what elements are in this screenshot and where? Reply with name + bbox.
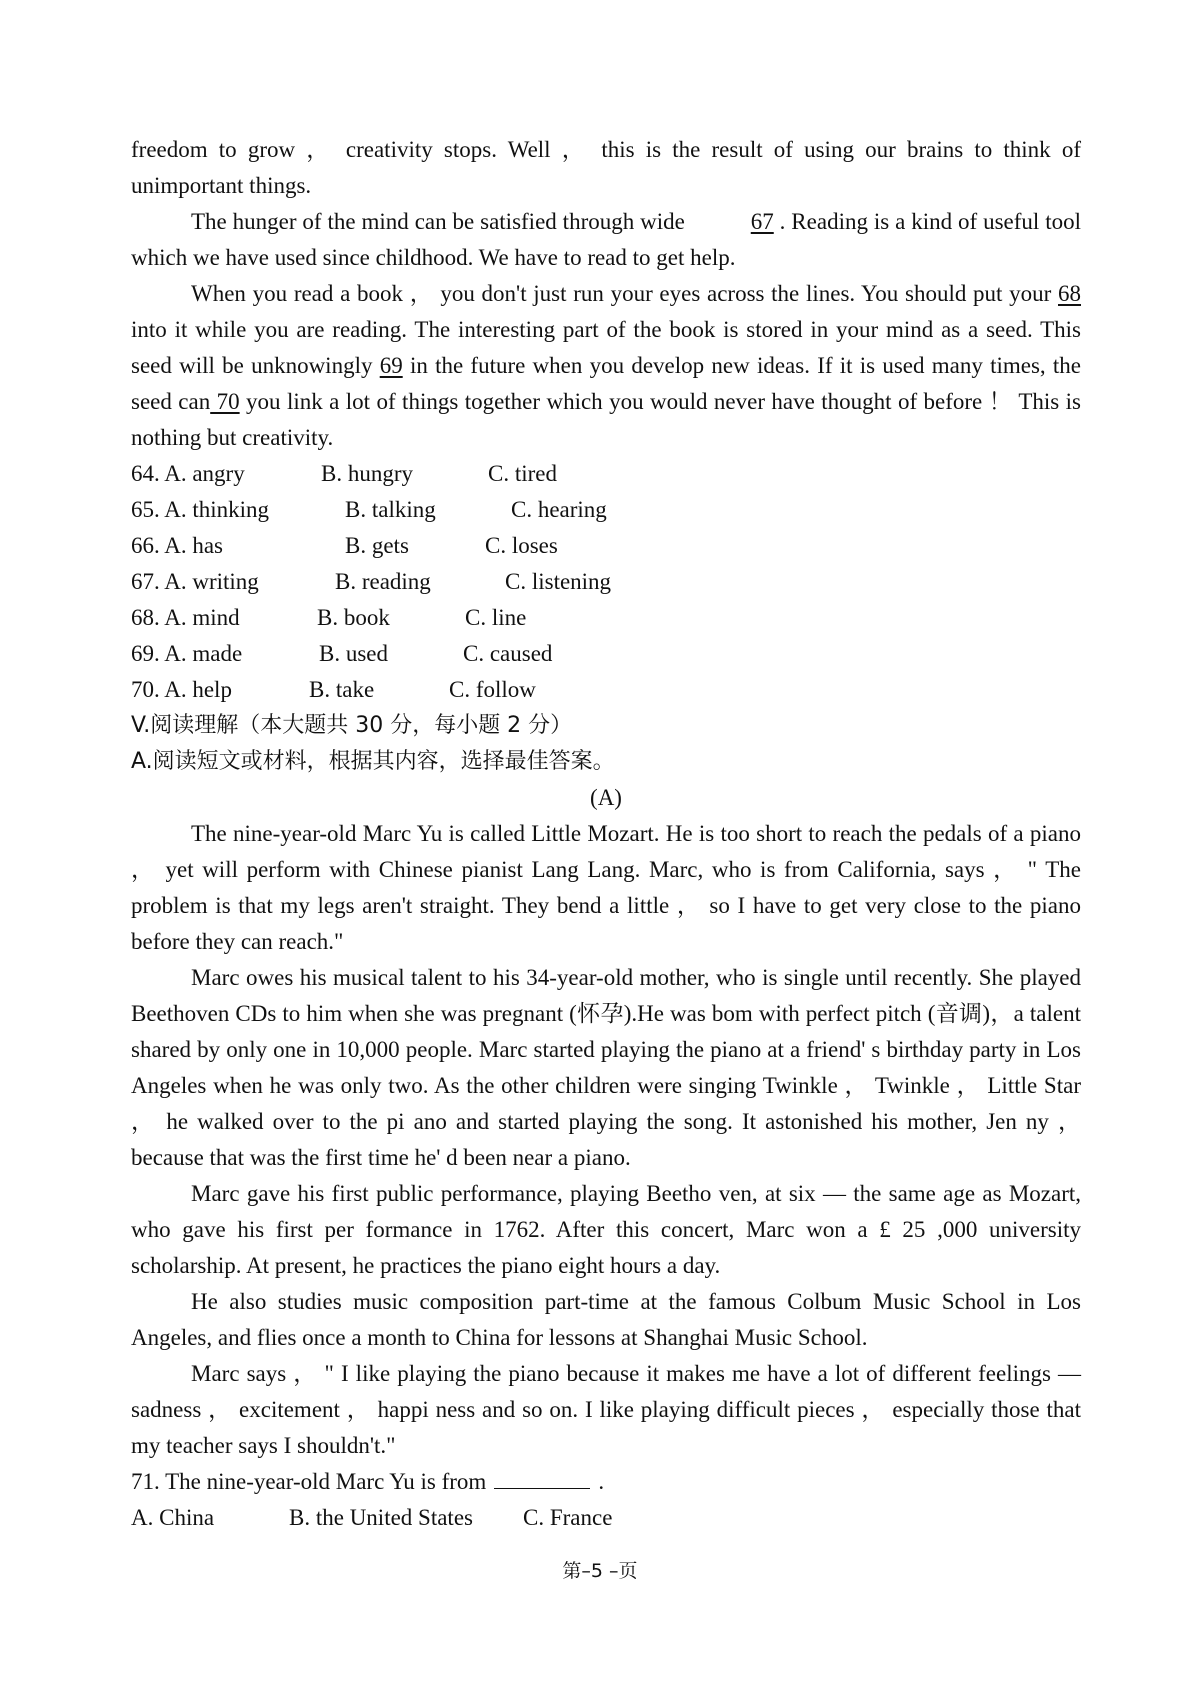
option-b: B. book <box>317 605 390 630</box>
option-a: 68. A. mind <box>131 605 240 630</box>
page-number-footer: 第–5 –页 <box>562 1560 638 1582</box>
passage-paragraph <box>131 204 1081 276</box>
passage-a-paragraph-5: Marc says ， " I like playing the piano because it makes me have a lot of different feelings — sadness ， excitement ， happi ness and so on. I like playing difficult pieces ， especially those that my teacher says I shouldn't." <box>131 1361 1081 1458</box>
section-instruction: A.阅读短文或材料，根据其内容，选择最佳答案。 <box>131 749 615 774</box>
option-a: 70. A. help <box>131 677 232 702</box>
text-run: into it while you are reading. The interesting part of the book is stored in your mind as a seed. This seed will be unknowingly <box>131 317 1081 378</box>
option-c: C. line <box>465 605 527 630</box>
question-text: 71. The nine-year-old Marc Yu is from <box>131 1469 487 1494</box>
option-b: B. gets <box>345 533 409 558</box>
question-71-options <box>131 1500 1081 1536</box>
option-b: B. take <box>309 677 375 702</box>
option-c: C. tired <box>488 461 557 486</box>
option-row-65 <box>131 492 1081 528</box>
section-heading: V.阅读理解（本大题共 30 分，每小题 2 分） <box>131 713 573 738</box>
option-row-70 <box>131 672 1081 708</box>
text-run: . Reading is a kind of useful tool which we have used since childhood. We have to read to get help. <box>131 209 1081 270</box>
options-list <box>131 456 1081 708</box>
option-b: B. used <box>319 641 388 666</box>
option-row-64 <box>131 456 1081 492</box>
text-run: you link a lot of things together which you would never have thought of before ！ This is nothing but creativity. <box>131 389 1081 450</box>
passage-a-paragraph-2: Marc owes his musical talent to his 34-year-old mother, who is single until recently. She played Beethoven CDs to him when she was pregnant (怀孕).He was bom with perfect pitch (音调)，a talent shared by only one in 10,000 people. Marc started playing the piano at a friend' s birthday party in Los Angeles when he was only two. As the other children were singing Twinkle ， Twinkle ， Little Star ， he walked over to the pi ano and started playing the song. It astonished his mother, Jen ny ， because that was the first time he' d been near a piano. <box>131 965 1081 1170</box>
option-a: 66. A. has <box>131 533 223 558</box>
passage-a-paragraph-3: Marc gave his first public performance, playing Beetho ven, at six — the same age as Mozart, who gave his first per formance in 1762. After this concert, Marc won a £ 25 ,000 university scholarship. At present, he practices the piano eight hours a day. <box>131 1181 1081 1278</box>
option-a: 69. A. made <box>131 641 243 666</box>
blank-67: 67 <box>750 209 774 234</box>
option-c: C. listening <box>505 569 612 594</box>
question-end: . <box>598 1469 605 1494</box>
option-row-66 <box>131 528 1081 564</box>
option-b: B. the United States <box>289 1505 473 1530</box>
question-71-stem <box>131 1464 1081 1500</box>
blank-69: 69 <box>379 353 403 378</box>
blank-68: 68 <box>1058 281 1081 306</box>
passage-end-line: freedom to grow ， creativity stops. Well ， this is the result of using our brains to think of unimportant things. <box>131 137 1081 198</box>
text-run: The hunger of the mind can be satisfied through wide <box>191 209 691 234</box>
option-c: C. loses <box>485 533 558 558</box>
text-run: When you read a book ， you don't just run your eyes across the lines. You should put your <box>191 281 1058 306</box>
passage-label: (A) <box>590 785 622 810</box>
page-content <box>131 132 1081 1536</box>
option-a: 64. A. angry <box>131 461 245 486</box>
option-b: B. reading <box>335 569 431 594</box>
answer-blank <box>494 1466 590 1489</box>
option-c: C. caused <box>463 641 553 666</box>
option-c: C. hearing <box>511 497 607 522</box>
option-a: 65. A. thinking <box>131 497 270 522</box>
option-row-69 <box>131 636 1081 672</box>
passage-paragraph <box>131 276 1081 456</box>
option-c: C. France <box>523 1505 613 1530</box>
passage-a-paragraph-4: He also studies music composition part-time at the famous Colbum Music School in Los Angeles, and flies once a month to China for lessons at Shanghai Music School. <box>131 1289 1081 1350</box>
text-run: in the future when you develop new ideas. If it is used many times, the seed can <box>131 353 1082 414</box>
option-b: B. hungry <box>321 461 413 486</box>
option-c: C. follow <box>449 677 536 702</box>
option-a: 67. A. writing <box>131 569 259 594</box>
passage-a-paragraph-1: The nine-year-old Marc Yu is called Little Mozart. He is too short to reach the pedals of a piano ， yet will perform with Chinese pianist Lang Lang. Marc, who is from California, says ， " The problem is that my legs aren't straight. They bend a little ， so I have to get very close to the piano before they can reach." <box>131 821 1081 954</box>
option-a: A. China <box>131 1505 215 1530</box>
option-row-67 <box>131 564 1081 600</box>
option-row-68 <box>131 600 1081 636</box>
blank-70: 70 <box>210 389 240 414</box>
option-b: B. talking <box>345 497 436 522</box>
